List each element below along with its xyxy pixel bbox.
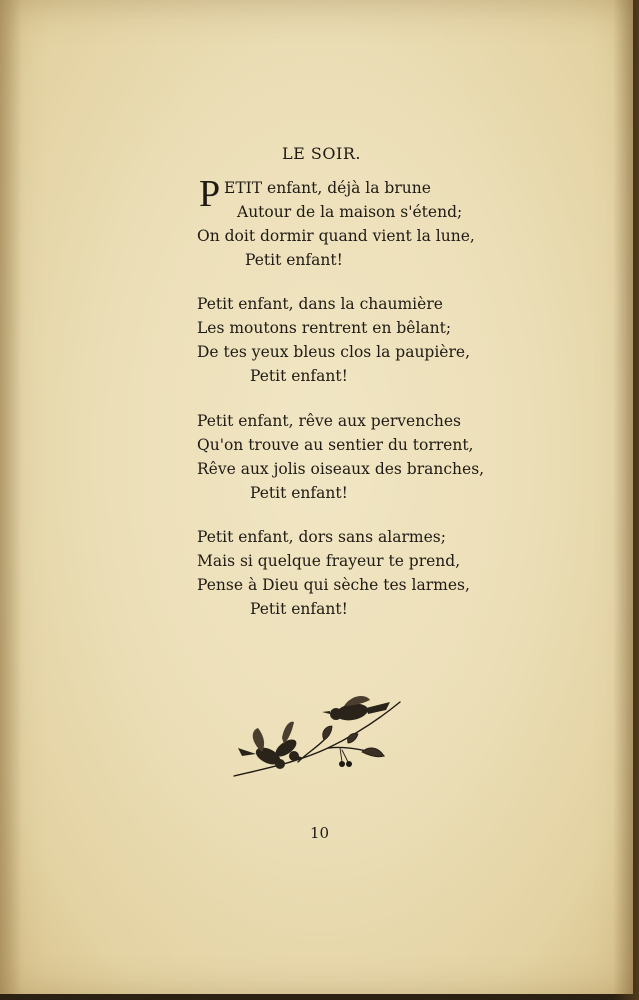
poem-refrain: Petit enfant! bbox=[245, 251, 343, 269]
poem-line-15: Pense à Dieu qui sèche tes larmes, bbox=[197, 576, 470, 594]
drop-cap: P bbox=[199, 173, 221, 215]
poem-line-9: Petit enfant, rêve aux pervenches bbox=[197, 412, 461, 430]
poem-refrain: Petit enfant! bbox=[250, 484, 348, 502]
poem-refrain: Petit enfant! bbox=[250, 600, 348, 618]
poem-line-11: Rêve aux jolis oiseaux des branches, bbox=[197, 460, 485, 478]
poem-refrain: Petit enfant! bbox=[250, 367, 348, 385]
poem-title: LE SOIR. bbox=[282, 144, 361, 163]
page-number: 10 bbox=[309, 824, 330, 842]
birds-on-branch-illustration bbox=[228, 690, 408, 785]
poem-line-5: Petit enfant, dans la chaumière bbox=[197, 295, 443, 313]
poem-line-3: On doit dormir quand vient la lune, bbox=[197, 227, 475, 245]
poem-line-14: Mais si quelque frayeur te prend, bbox=[197, 552, 461, 570]
poem-line-10: Qu'on trouve au sentier du torrent, bbox=[197, 436, 474, 454]
poem-line-6: Les moutons rentrent en bêlant; bbox=[197, 319, 452, 337]
poem-line-7: De tes yeux bleus clos la paupière, bbox=[197, 343, 470, 361]
page-edge-bottom bbox=[0, 994, 639, 1000]
poem-line-2: Autour de la maison s'étend; bbox=[237, 203, 463, 221]
poem-line-13: Petit enfant, dors sans alarmes; bbox=[197, 528, 446, 546]
poem-line-1: ETIT enfant, déjà la brune bbox=[224, 179, 431, 197]
page-edge-right bbox=[633, 0, 639, 1000]
